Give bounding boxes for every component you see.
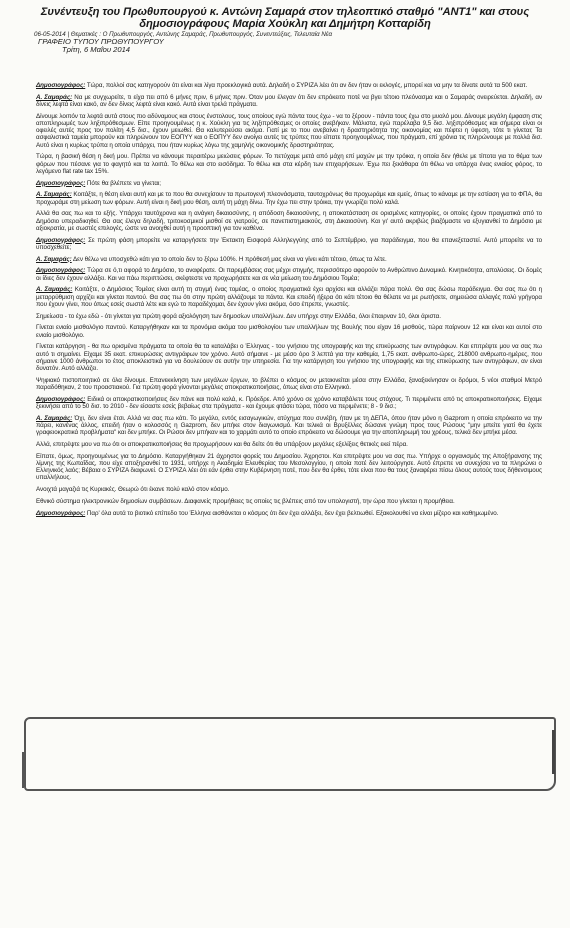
paragraph bbox=[36, 180, 542, 187]
paragraph-text: Ανοιχτά μαγαζιά τις Κυριακές. Θεωρώ ότι έκανε πολύ καλό στον κόσμο. bbox=[36, 486, 230, 494]
paragraph-text: Τώρα σε ό,τι αφορά το Δημόσιο, το αναφέρατε. Οι παρεμβάσεις σας μέχρι στιγμής, περισσότερο αφορούν το Ανθρώπινο Δυναμικό. Κινητικότητα, απολύσεις. Οι δομές οι ίδιες δεν έχουν αλλάξει. Και να πάω περιπτώσει, σκέφτεστε να προχωρήσετε και σε νέα μείωση του Δημόσιου Τομέα; bbox=[36, 267, 542, 282]
paragraph bbox=[36, 256, 542, 263]
handwritten-mark-left bbox=[22, 752, 32, 788]
paragraph-text: Να με συγχωρείτε, τι είχα πει από 6 μήνες πριν, 6 μήνες πριν. Όταν μου έλεγαν ότι δεν επρόκειτο ποτέ να βγει τέτοιο πλεόνασμα και ο Σαμαράς ονειρεύεται. Δηλαδή, αν δίνεις λεφτά είναι κακό, αν δεν δίνεις λεφτά είναι κακό. Αυτά είναι τρελά πράγματα. bbox=[36, 93, 543, 108]
paragraph-text: Τώρα, η βασική θέση η δική μου. Πρέπει να κάνουμε περαιτέρω μειώσεις φόρων. Το πετύχαμε μετά από μάχη επί μαχών με την τρόικα, η οποία δεν ήθελε με τίποτα για το θέμα των φόρων που πέσανε για το φαγητό και τα λοιπά. Το θέλω και στο εισόδημα. Το θέλω και στα κέρδη των επιχειρήσεων. Έχω πει ξεκάθαρα ότι θέλω να υπάρχει ένας ενιαίος φόρος, το λεγόμενο flat rate tax 15%. bbox=[36, 153, 542, 175]
speaker-label: Α. Σαμαράς: bbox=[36, 191, 72, 199]
paragraph-text: Πότε θα βλέπετε να γίνεται; bbox=[85, 179, 161, 187]
handwritten-bracket bbox=[24, 717, 556, 791]
paragraph bbox=[36, 510, 542, 517]
press-office: ΓΡΑΦΕΙΟ ΤΥΠΟΥ ΠΡΩΘΥΠΟΥΡΓΟΥ bbox=[38, 37, 164, 46]
publish-date: Τρίτη, 6 Μαΐου 2014 bbox=[62, 45, 131, 54]
paragraph-text: Εθνικό σύστημα ηλεκτρονικών δημοσίων συμβάσεων. Διαφανείς προμήθειες τις οποίες τις βλέπεις από τον υπολογιστή, την ώρα που γίνεται η προμήθεια. bbox=[36, 498, 455, 506]
paragraph-text: Κοιτάξτε, η θέση είναι αυτή και με το που θα συνεχίσουν τα πρωτογενή πλεονάσματα, ταυτοχρόνως θα προχωράμε και εμείς, όπως το κάναμε με την εστίαση για το ΦΠΑ, θα προχωράμε στη μείωση των φόρων. Αυτή είναι η δική μου θέση, αυτή τη μάχη δίνω. Την έχω πει στην τρόικα, την γνωρίζει πολύ καλά. bbox=[36, 191, 542, 206]
paragraph bbox=[36, 441, 542, 448]
paragraph-text: Κοιτάξτε, ο Δημόσιος Τομέας είναι αυτή τη στιγμή ένας τομέας, ο οποίος πραγματικά έχει αρχίσει και αλλάζει πάρα πολύ. Θα σας δώσω παράδειγμα. Θα σας πω ότι η μεταρρύθμιση αρχίζει και γίνεται παντού. Θα σας πω ότι στην πρώτη αλλάζουμε τα πάντα. Και επειδή ήξερα ότι κάτι τέτοιο θα θέλατε να με ρωτήσετε, σημειώσα αλλαγές πολύ γρήγορα που έχουν γίνει, που όπως εσείς σωστά λέτε και εγώ το παραδέχομαι, δεν έχουν γίνει ακόμα, όσο έπρεπε, γνωστές. bbox=[36, 286, 542, 308]
paragraph bbox=[36, 113, 542, 149]
paragraph-text: Γίνεται κατάργηση - θα πω ορισμένα πράγματα τα οποία θα τα καταλάβει ο Έλληνας - του γνήσιου της υπογραφής και της επικύρωσης των αντιγράφων. Και επιτρέψτε μου να σας πω αυτό τι σημαίνει. Είχαμε 35 εκατ. επικυρώσεις αντιγράφων τον χρόνο. Αυτό σήμαινε - με μέσο όρο 3 λεπτά για την καθεμία, 1,75 εκατ. ανθρωπο-ώρες, 218000 ανθρωπο-ημέρες, που σήμαινε 1000 άνθρωποι το έτος αποκλειστικά για να δουλεύουν σε αυτήν την υπηρεσία. Για την κατάργηση του γνήσιου της υπογραφής και της επικύρωσης των αντιγράφων, αν είναι δυνατόν. Αυτό αλλάζει. bbox=[36, 343, 542, 373]
speaker-label: Α. Σαμαράς: bbox=[36, 255, 72, 263]
paragraph-text: Δίνουμε λοιπόν τα λεφτά αυτά στους πιο αδύναμους και στους ένστολους, τους οποίους εγώ πάντα τους έχω - να το ξέρουν - πάντα τους έχω στο μυαλό μου. Δίνουμε μεγάλη έμφαση στις αποπληρωμές των ληξιπρόθεσμων. Είπε προηγουμένως η κ. Χούκλη για τις ληξιπρόθεσμες οι οποίες ανεβήκαν. Μάλιστα, εγώ παρέλαβα 9,5 δισ. ληξιπρόθεσμες και σήμερα είναι οι οφειλές αυτές προς τον πολίτη 4,5 δισ., έχουν μειωθεί. Θα καλυτερεύσει ακόμα. Γιατί με το που ανεβαίνει η δραστηριότητα της οικονομίας και πέφτει η ύφεση, τότε τι γίνεται; Τα ασφαλιστικά ταμεία μπορούν και πληρώνουν τον ΕΟΠΥΥ και ο ΕΟΠΥΥ δεν ανοίγει αυτές τις τρύπες που είπατε προηγουμένως, που πράγματι, επί χρόνια τις πληρώνουμε με πολλά δισ. Αυτό είναι η κυρίως τρύπα η οποία υπάρχει, που ήταν κυρίως λόγω της χαμηλής οικονομικής δραστηριότητας. bbox=[36, 112, 542, 149]
speaker-label: Δημοσιογράφος: bbox=[36, 179, 86, 187]
paragraph bbox=[36, 498, 542, 505]
paragraph bbox=[36, 210, 542, 232]
paragraph-text: Όχι, δεν είναι έτσι. Αλλά να σας πω κάτι. Το μεγάλο, εντός εισαγωγικών, ατύχημα που συνέβη, ήταν με τη ΔΕΠΑ, όπου ήταν μόνο η Gazprom η οποία επρόκειτο να την πάρει, κανένας άλλος, επειδή ήταν ο κολοσσός η Gazprom, δεν μπήκε στον διαγωνισμό. Και τελικά οι Βρυξέλλες δώσανε γνώμη προς τους Ρώσους "μην μπείτε γιατί θα έχετε γραφειοκρατικά προβλήματα" και δεν μπήκε. Οι Ρώσοι δεν μπήκαν και το χαρμάτι αυτό το οποίο επρόκειτο να δώσουμε για την αποπληρωμή του χρέους, τελικά δεν μπήκε μέσα. bbox=[36, 414, 542, 437]
paragraph-text: Γίνεται ενιαίο μισθολόγιο παντού. Καταργήθηκαν και τα προνόμια ακόμα του μισθολογίου των υπαλλήλων της Βουλής που είχαν 16 μισθούς, τώρα παίρνουν 12 και είναι και αυτοί στο ενιαίο μισθολόγιο. bbox=[36, 324, 542, 339]
paragraph-text: Σημείωσα - το έχω εδώ - ότι γίνεται για πρώτη φορά αξιολόγηση των δημοσίων υπαλλήλων. Δεν υπήρχε στην Ελλάδα, όλοι έπαιρναν 10, όλοι άριστα. bbox=[36, 312, 441, 320]
paragraph-text: Είπατε, όμως, προηγουμένως για το Δημόσιο. Καταργήθηκαν 21 άχρηστοι φορείς του Δημοσίου. Άχρηστοι. Και επιτρέψτε μου να σας πω. Υπήρχε ο οργανισμός της Αποξήρανσης της λίμνης της Κωπαΐδας, που είχε αποξηρανθεί το 1931, υπήρχε η Ακαδημία Ελευθερίας του Μεσολογγίου, η οποία ποτέ δεν λειτούργησε. Αυτό έπρεπε να συνεχίσει να τα πληρώνει ο Ελληνικός λαός; Βέβαια ο ΣΥΡΙΖΑ διαφωνεί. Ο ΣΥΡΙΖΑ λέει ότι εάν έρθει στην Κυβέρνηση ποτέ, που δεν θα έρθει, τότε είναι που θα τους ξαναφέρει πίσω όλους αυτούς τους δήθενσιμους υπαλλήλους. bbox=[36, 452, 542, 482]
speaker-label: Δημοσιογράφος: bbox=[36, 82, 86, 89]
paragraph bbox=[36, 324, 542, 338]
speaker-label: Δημοσιογράφος: bbox=[36, 267, 86, 275]
speaker-label: Δημοσιογράφος: bbox=[36, 509, 86, 517]
document-body bbox=[36, 82, 542, 522]
paragraph-text: Τώρα, πολλοί σας κατηγορούν ότι είναι και λίγα προεκλογικά αυτά. Δηλαδή ο ΣΥΡΙΖΑ λέει ότι αν δεν ήταν οι εκλογές, μπορεί και να μην τα δίνατε αυτά τα 500 εκατ. bbox=[85, 82, 528, 89]
paragraph-text: Δεν θέλω να υποσχεθώ κάτι για το οποίο δεν το ξέρω 100%. Η πρόθεσή μας είναι να γίνει κάτι τέτοιο, όπως τα λέτε. bbox=[71, 255, 387, 263]
paragraph bbox=[36, 237, 542, 251]
paragraph-text: Σε πρώτη φάση μπορείτε να καταργήσετε την Έκτακτη Εισφορά Αλληλεγγύης από το Σεπτέμβριο, για παράδειγμα, που θα επανεξεταστεί. Αυτό μπορείτε να το υποσχεθείτε; bbox=[36, 236, 542, 251]
meta-line: 06-05-2014 | Θεματικές : Ο Πρωθυπουργός, Αντώνης Σαμαράς, Πρωθυπουργός, Συνεντεύξεις, Τελευταία Νέα bbox=[34, 31, 333, 38]
speaker-label: Α. Σαμαράς: bbox=[36, 286, 73, 294]
speaker-label: Α. Σαμαράς: bbox=[36, 93, 73, 101]
paragraph bbox=[36, 453, 542, 482]
paragraph bbox=[36, 191, 542, 205]
paragraph bbox=[36, 377, 542, 391]
paragraph-text: Ψηφιακό πιστοποιητικό σε όλα δίνουμε. Επανεκκίνηση των μεγάλων έργων, το βλέπει ο κόσμος ον μετακινείται μέσα στην Ελλάδα, ξαναξεκίνησαν οι δρόμοι, 5 νέοι σταθμοί Μετρό παραδόθηκαν, 2 του προαστιακού. Για πρώτη φορά γίνονται μεγάλες αποκρατικοποιήσεις, όπως είναι στο Ελληνικό. bbox=[36, 376, 542, 392]
paragraph bbox=[36, 94, 542, 108]
paragraph bbox=[36, 153, 542, 175]
paragraph bbox=[36, 343, 542, 372]
paragraph-text: Αλλά θα σας πω και το εξής. Υπάρχει ταυτόχρονα και η ανάγκη δικαιοσύνης, η απόδοση δικαιοσύνης, η αποκατάσταση σε ορισμένες κατηγορίες, οι οποίες έχουν πραγματικά από το Δημόσιο υπεραδικηθεί. Θα σας έλεγα δηλαδή, τριτοκοσμικοί μισθοί σε γιατρούς, σε πανεπιστημιακούς, στη Δικαιοσύνη. Και γι' αυτό ακριβώς βιαζόμαστε να εξυγιανθεί το Δημόσιο με αξιοκρατία, με σωστές επιλογές, ώστε να ανοιχθεί αυτή η προοπτική για τον καθένα. bbox=[36, 210, 542, 232]
paragraph-text: Ειδικά οι αποκρατικοποιήσεις δεν πάνε και πολύ καλά, κ. Πρόεδρε. Από χρόνο σε χρόνο καταβάλετε τους στόχους. Τι περιμένετε από τις αποκρατικοποιήσεις. Είχαμε ξεκινήσει από το 50 δισ. το 2010 - δεν είσαστε εσείς βεβαίως στα πράγματα - και έχουμε φτάσει τώρα, πόσο να περιμένετε; 8 - 9 δισ.; bbox=[36, 395, 542, 411]
paragraph-text: Αλλά, επιτρέψτε μου να πω ότι οι αποκρατικοποιήσεις θα προχωρήσουν και θα δείτε ότι θα υπάρξουν μεγάλες εξελίξεις θετικές εκεί πέρα. bbox=[36, 441, 408, 449]
paragraph bbox=[36, 486, 542, 493]
paragraph-text: Παρ' όλα αυτά το βιοτικό επίπεδο του Έλληνα αισθάνεται ο κόσμος ότι δεν έχει αλλάξει, δεν έχει βελτιωθεί. Εξακολουθεί να είναι μίζερο και καθημωμένο. bbox=[85, 509, 499, 517]
speaker-label: Α. Σαμαράς: bbox=[36, 414, 73, 422]
paragraph bbox=[36, 415, 542, 437]
speaker-label: Δημοσιογράφος: bbox=[36, 236, 86, 244]
paragraph bbox=[36, 267, 542, 281]
handwritten-mark-right bbox=[544, 730, 555, 774]
paragraph bbox=[36, 286, 542, 308]
paragraph bbox=[36, 396, 542, 410]
page-title: Συνέντευξη του Πρωθυπουργού κ. Αντώνη Σαμαρά στον τηλεοπτικό σταθμό "ΑΝΤ1" και στους δημοσιογράφους Μαρία Χούκλη και Δημήτρη Κοτταρίδη bbox=[40, 6, 530, 30]
paragraph bbox=[36, 82, 542, 89]
speaker-label: Δημοσιογράφος: bbox=[36, 395, 86, 403]
paragraph bbox=[36, 313, 542, 320]
